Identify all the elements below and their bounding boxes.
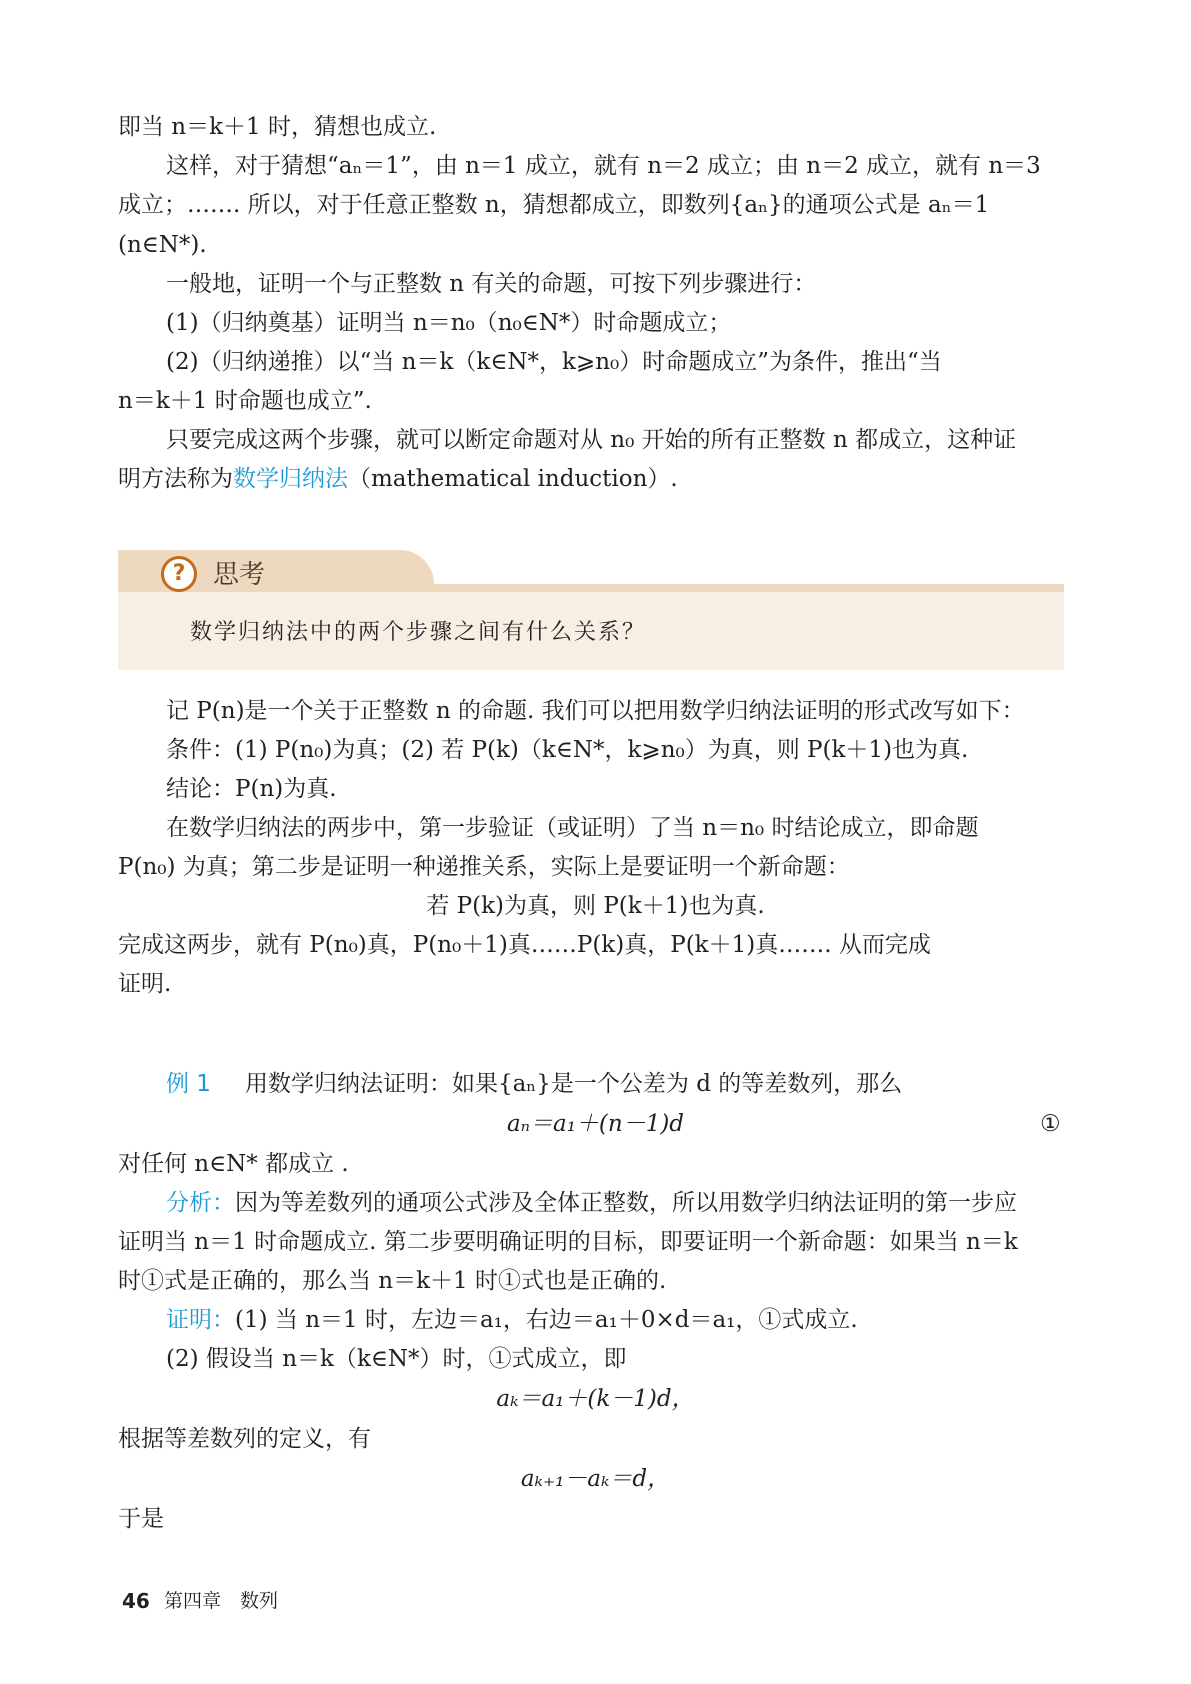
- chapter-title: 第四章 数列: [164, 1590, 279, 1612]
- text-line: 根据等差数列的定义，有: [118, 1426, 371, 1452]
- text-line: P(n₀) 为真；第二步是证明一种递推关系，实际上是要证明一个新命题：: [118, 854, 850, 880]
- text-fragment: 明方法称为: [118, 466, 233, 492]
- text-line: (2)（归纳递推）以“当 n＝k（k∈N*，k⩾n₀）时命题成立”为条件，推出“当: [166, 349, 942, 375]
- text-line: 完成这两步，就有 P(n₀)真，P(n₀＋1)真……P(k)真，P(k＋1)真……. 从而完成: [118, 932, 931, 958]
- analysis-text: 因为等差数列的通项公式涉及全体正整数，所以用数学归纳法证明的第一步应: [235, 1190, 1017, 1216]
- example-label: 例 1: [166, 1071, 211, 1097]
- analysis-label: 分析：: [166, 1190, 235, 1216]
- text-line: 这样，对于猜想“aₙ＝1”，由 n＝1 成立，就有 n＝2 成立；由 n＝2 成立，就有 n＝3: [166, 153, 1041, 179]
- text-line: 时①式是正确的，那么当 n＝k＋1 时①式也是正确的.: [118, 1268, 667, 1294]
- text-line: 成立；……. 所以，对于任意正整数 n，猜想都成立，即数列{aₙ}的通项公式是 aₙ＝1: [118, 192, 990, 218]
- example-heading: [166, 1068, 902, 1100]
- text-line: [118, 463, 678, 495]
- text-line: 条件：(1) P(n₀)为真；(2) 若 P(k)（k∈N*，k⩾n₀）为真，则 P(k＋1)也为真.: [166, 737, 969, 763]
- think-title: 思考: [213, 560, 266, 590]
- text-line: 证明当 n＝1 时命题成立. 第二步要明确证明的目标，即要证明一个新命题：如果当 n＝k: [118, 1229, 1018, 1255]
- centered-formula: aₙ＝a₁＋(n－1)d: [506, 1111, 685, 1137]
- text-line: (n∈N*).: [118, 232, 207, 258]
- proof-text: (1) 当 n＝1 时，左边＝a₁，右边＝a₁＋0×d＝a₁，①式成立.: [235, 1307, 858, 1333]
- analysis-line: [166, 1187, 1017, 1219]
- centered-formula: aₖ₊₁－aₖ＝d，: [520, 1466, 671, 1492]
- text-fragment: （mathematical induction）.: [348, 466, 678, 492]
- term-highlight: 数学归纳法: [233, 466, 348, 492]
- proof-line: [166, 1304, 858, 1336]
- text-line: 即当 n＝k＋1 时，猜想也成立.: [118, 114, 437, 140]
- centered-formula: aₖ＝a₁＋(k－1)d，: [496, 1386, 695, 1412]
- question-icon: ?: [161, 556, 197, 592]
- text-line: n＝k＋1 时命题也成立”.: [118, 388, 372, 414]
- text-line: (2) 假设当 n＝k（k∈N*）时，①式成立，即: [166, 1346, 627, 1372]
- example-statement: 用数学归纳法证明：如果{aₙ}是一个公差为 d 的等差数列，那么: [244, 1071, 903, 1097]
- text-line: 于是: [118, 1506, 164, 1532]
- proof-label: 证明：: [166, 1307, 235, 1333]
- text-line: (1)（归纳奠基）证明当 n＝n₀（n₀∈N*）时命题成立；: [166, 310, 732, 336]
- text-line: 对任何 n∈N* 都成立 .: [118, 1151, 349, 1177]
- text-line: 一般地，证明一个与正整数 n 有关的命题，可按下列步骤进行：: [166, 271, 817, 297]
- centered-formula: 若 P(k)为真，则 P(k＋1)也为真.: [426, 893, 765, 919]
- equation-marker: ①: [1040, 1111, 1061, 1137]
- text-line: 在数学归纳法的两步中，第一步验证（或证明）了当 n＝n₀ 时结论成立，即命题: [166, 815, 979, 841]
- text-line: 证明.: [118, 971, 172, 997]
- text-line: 记 P(n)是一个关于正整数 n 的命题. 我们可以把用数学归纳法证明的形式改写如下：: [166, 698, 1025, 724]
- text-line: 只要完成这两个步骤，就可以断定命题对从 n₀ 开始的所有正整数 n 都成立，这种证: [166, 427, 1017, 453]
- page-number: 46: [122, 1589, 150, 1613]
- text-line: 结论：P(n)为真.: [166, 776, 337, 802]
- think-question: 数学归纳法中的两个步骤之间有什么关系？: [190, 620, 647, 645]
